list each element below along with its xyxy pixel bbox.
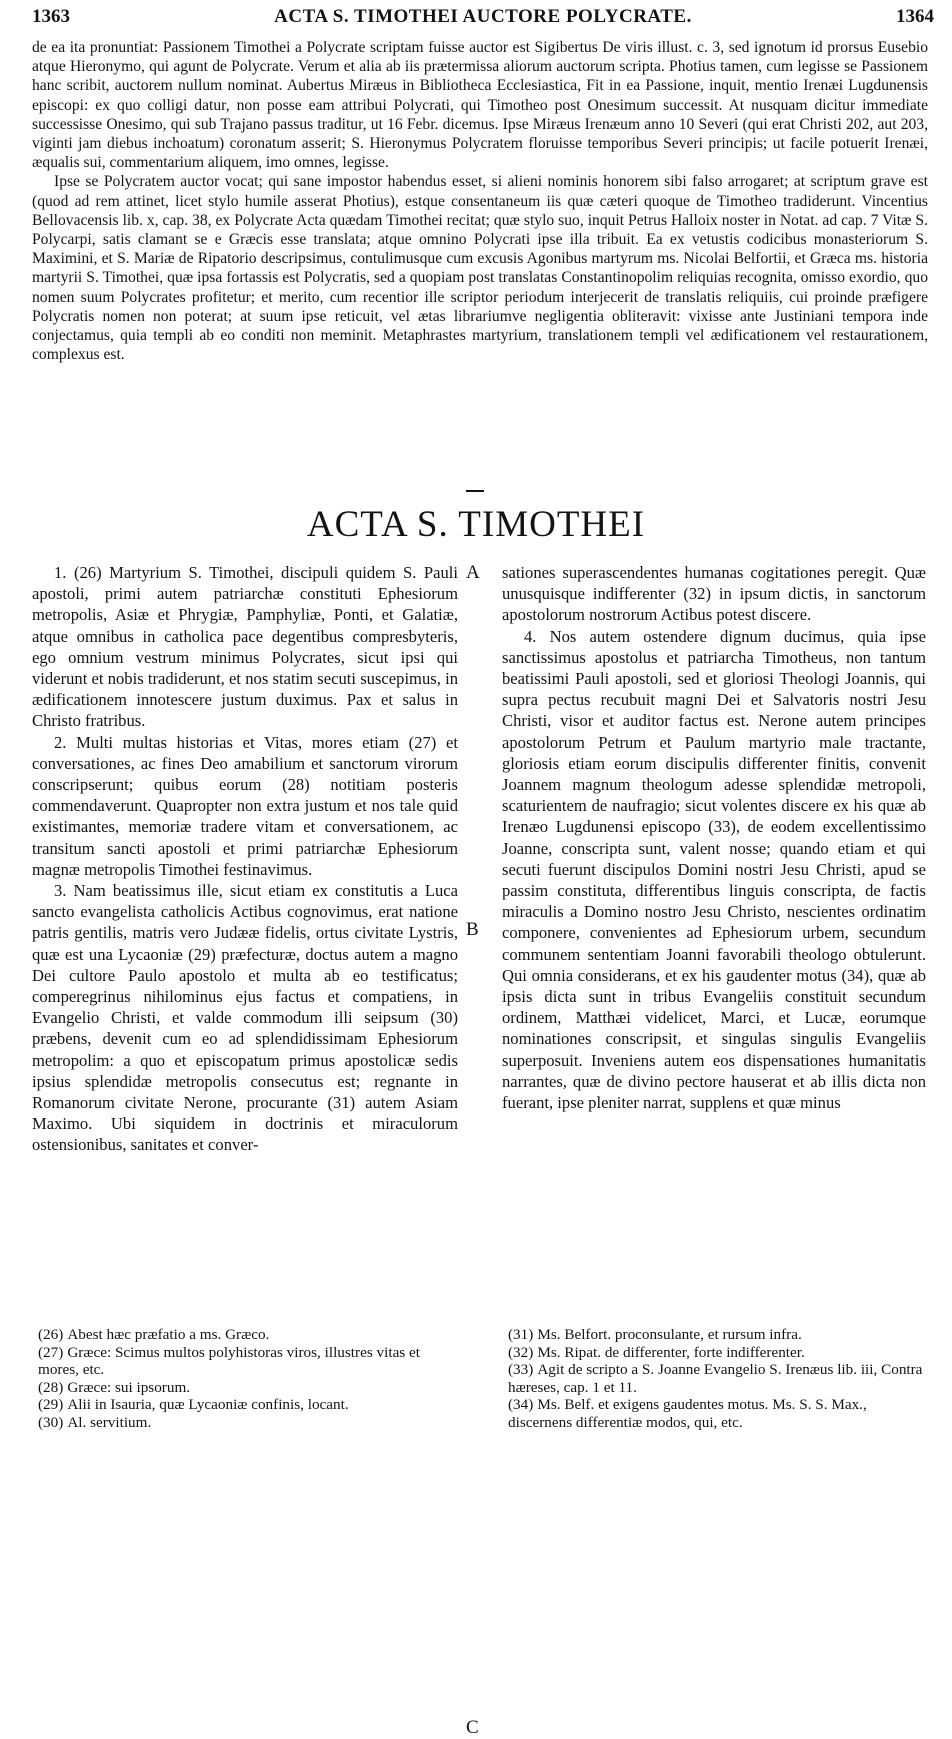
footnote-number: (32) bbox=[508, 1343, 534, 1361]
footnote bbox=[30, 1344, 460, 1379]
footnotes-left bbox=[30, 1326, 460, 1432]
footnote-text: Abest hæc præfatio a ms. Græco. bbox=[67, 1326, 270, 1343]
footnote-number: (33) bbox=[508, 1361, 534, 1379]
footnotes-right bbox=[500, 1326, 926, 1432]
footnote-text: Ms. Ripat. de differenter, forte indifferenter. bbox=[537, 1343, 805, 1361]
footnote bbox=[30, 1379, 460, 1397]
footnote bbox=[30, 1326, 460, 1344]
footnote-text: Alii in Isauria, quæ Lycaoniæ confinis, locant. bbox=[67, 1396, 349, 1414]
paragraph: sationes superascendentes humanas cogitationes peregit. Quæ unusquisque indifferenter (32) in ipsum dictis, in sanctorum apostolorum nostrorum Actibus potest discere. bbox=[502, 563, 926, 625]
footnote-text: Græce: Scimus multos polyhistoras viros, illustres vitas et mores, etc. bbox=[38, 1343, 420, 1379]
footnote bbox=[500, 1344, 926, 1362]
footnote-text: Ms. Belf. et exigens gaudentes motus. Ms. S. S. Max., discernens differentiæ modos, qui, etc. bbox=[508, 1396, 867, 1431]
footnote-number: (34) bbox=[508, 1396, 534, 1414]
left-column bbox=[32, 562, 458, 1156]
running-header bbox=[32, 6, 934, 32]
footnote bbox=[500, 1326, 926, 1344]
margin-marker-b: B bbox=[466, 919, 479, 940]
footnote-text: Ms. Belfort. proconsulante, et rursum infra. bbox=[537, 1326, 802, 1343]
footnote-text: Al. servitium. bbox=[67, 1413, 152, 1431]
paragraph: 1. (26) Martyrium S. Timothei, discipuli quidem S. Pauli apostoli, primi autem patriarchæ constituti Ephesiorum metropolis, Asiæ et Phrygiæ, Pamphyliæ, Ponti, et Galatiæ, atque omnibus in catholica pace degentibus compresbyteris, ego omnium vestrum minimus Polycrates, sicut ipsi qui viderunt et nobis tradiderunt, et nos statim secuti suscepimus, in ædificationem innotescere justum duximus. Pax et salus in Christo fratribus. bbox=[32, 563, 458, 731]
paragraph: 3. Nam beatissimus ille, sicut etiam ex constitutis a Luca sancto evangelista catholicis Actibus cognovimus, erat natione patris gentilis, matris vero Judææ fidelis, ortus civitate Lystris, quæ est una Lycaoniæ (29) præfecturæ, doctus autem a magno Dei cultore Paulo apostolo et multa ab eo testificatus; comperegrinus nihilominus ejus factus et compatiens, in Evangelio Christi, et valde commodum illi seipsum (30) præbens, devenit cum eo ad splendidissimam Ephesiorum metropolim: a quo et episcopatum primus apostolicæ sedis ipsius splendidæ metropolis consecutus est; regnante in Romanorum civitate Nerone, procurante (31) autem Asiam Maximo. Ubi siquidem in doctrinis et miraculorum ostensionibus, sanitates et conver- bbox=[32, 881, 458, 1155]
footnote-number: (28) bbox=[38, 1378, 64, 1396]
footnote bbox=[30, 1396, 460, 1414]
footnote-text: Agit de scripto a S. Joanne Evangelio S. Irenæus lib. iii, Contra hæreses, cap. 1 et 11. bbox=[508, 1361, 923, 1396]
page-number-left: 1363 bbox=[32, 6, 70, 27]
paragraph: 4. Nos autem ostendere dignum ducimus, quia ipse sanctissimus apostolus et patriarcha Timotheus, non tantum beatissimi Pauli apostoli, sed et gloriosi Theologi Joannis, qui supra pectus recubuit magni Dei et Salvatoris nostri Jesu Christi, visor et auditor factus est. Nerone autem principes apostolorum Petrum et Paulum martyrio male tractante, gloriosis etiam eorum discipulis differenter finitis, convenit Joannem magnum theologum adesse splendidæ metropoli, scaturientem de naufragio; sicut volentes discere ex his quæ ab Irenæo Lugdunensi episcopo (33), de eodem excellentissimo Joanne, conscripta sunt, valent nosse; quando etiam et qui secuti fuerunt discipulos Domini nostri Jesu Christi, apud se passim constituta, differentibus linguis conscripta, de factis miraculis a Domino nostro Jesu Christo, nescientes ordinatim componere, convenientes ad Ephesiorum urbem, secundum communem sententiam Joanni favorabili theologo obtulerunt. Qui omnia considerans, et ex his gaudenter motus (34), quæ ab ipsis dicta sunt in tribus Evangeliis constituit secundum ordinem, Matthæi videlicet, Marci, et Lucæ, eorumque nominationes conscripsit, et singulas singulis Evangeliis superposuit. Inveniens autem eos dispensationes humanitatis narrantes, quæ de divino pectore hauserat et ab illis dicta non fuerant, ipse pleniter narrat, supplens et quæ minus bbox=[502, 626, 926, 1113]
section-divider bbox=[466, 490, 484, 492]
footnote-number: (30) bbox=[38, 1413, 64, 1431]
paragraph: 2. Multi multas historias et Vitas, mores etiam (27) et conversationes, ac fines Deo amabilium et sanctorum virorum conscripserunt; quibus eorum (28) notitiam posteris commendaverunt. Quapropter non extra justum et nos tale quid existimantes, memoriæ tradere vitam et conversationem, ac transitum sancti apostoli et primi patriarchæ Ephesiorum magnæ metropolis Timothei festinavimus. bbox=[32, 732, 458, 879]
footnote-number: (26) bbox=[38, 1326, 64, 1343]
footnote-text: Græce: sui ipsorum. bbox=[67, 1378, 191, 1396]
preface-text bbox=[32, 38, 928, 364]
footnote bbox=[500, 1396, 926, 1431]
footnote bbox=[30, 1414, 460, 1432]
footnote-number: (29) bbox=[38, 1396, 64, 1414]
footnote-number: (31) bbox=[508, 1326, 534, 1343]
section-title: ACTA S. TIMOTHEI bbox=[306, 504, 646, 545]
footnote-number: (27) bbox=[38, 1343, 64, 1361]
margin-marker-c: C bbox=[466, 1717, 479, 1738]
footnote bbox=[500, 1361, 926, 1396]
preface-paragraph: Ipse se Polycratem auctor vocat; qui sane impostor habendus esset, si alieni nominis honorem sibi falso arrogaret; at scriptum grave est (quod ad rem attinet, licet stylo humile asserat Photius), estque consentaneum iis quæ cæteri quoque de Timotheo tradiderunt. Vincentius Bellovacensis lib. x, cap. 38, ex Polycrate Acta quædam Timothei recitat; quæ stylo suo, inquit Petrus Halloix noster in Notat. ad cap. 7 Vitæ S. Polycarpi, satis clamant se e Græcis esse translata; atque omnino Polycrati ipse illa tribuit. Ea ex vetustis codicibus monasteriorum S. Maximini, et S. Mariæ de Ripatorio descripsimus, contulimusque cum excusis Agonibus martyrum ms. Nicolai Belfortii, et Græca ms. historia martyrii S. Timothei, quæ ipsa fortassis est Polycratis, sed a quopiam post translatas Constantinopolim reliquias recognita, omisso exordio, quo nomen suum Polycrates profitetur; et merito, cum recentior ille scriptor periodum interjecerit de translatis reliquiis, cui proinde præfigere Polycratis nomen non poterat; at suum ipse reticuit, vel ætas librariumve negligentia obliteravit: vixisse ante Justiniani tempora inde conjectamus, quia templi ab eo conditi non meminit. Metaphrastes martyrium, translationem templi vel ædificationem vel restaurationem, complexus est. bbox=[32, 173, 928, 364]
margin-marker-a: A bbox=[466, 562, 480, 583]
preface-paragraph: de ea ita pronuntiat: Passionem Timothei a Polycrate scriptam fuisse auctor est Sigibertus De viris illust. c. 3, sed ignotum id prorsus Eusebio atque Hieronymo, qui agunt de Polycrate. Verum et alia ab iis prætermissa aliorum auctorum scripta. Photius tamen, cum legisse se Passionem hanc scribit, auctorem nullum nominat. Aubertus Miræus in Bibliotheca Ecclesiastica, Fit in ea Passione, inquit, mentio Irenæi Lugdunensis episcopi: ex quo colligi datur, non posse eam attribui Polycrati, qui Timotheo post Onesimum successit. At nusquam dicitur immediate successisse Onesimo, qui sub Trajano passus traditur, ut 16 Febr. dicemus. Ipse Miræus Irenæum anno 10 Severi (qui erat Christi 202, aut 203, viginti jam diebus inchoatum) coronatum asserit; S. Hieronymus Polycratem floruisse temporibus Severi principis; ut facile potuerit Irenæi, æqualis sui, commentarium aliquem, imo omnes, legisse. bbox=[32, 39, 928, 172]
right-column bbox=[502, 562, 926, 1113]
page-number-right: 1364 bbox=[896, 6, 934, 27]
running-title: ACTA S. TIMOTHEI AUCTORE POLYCRATE. bbox=[274, 6, 692, 27]
